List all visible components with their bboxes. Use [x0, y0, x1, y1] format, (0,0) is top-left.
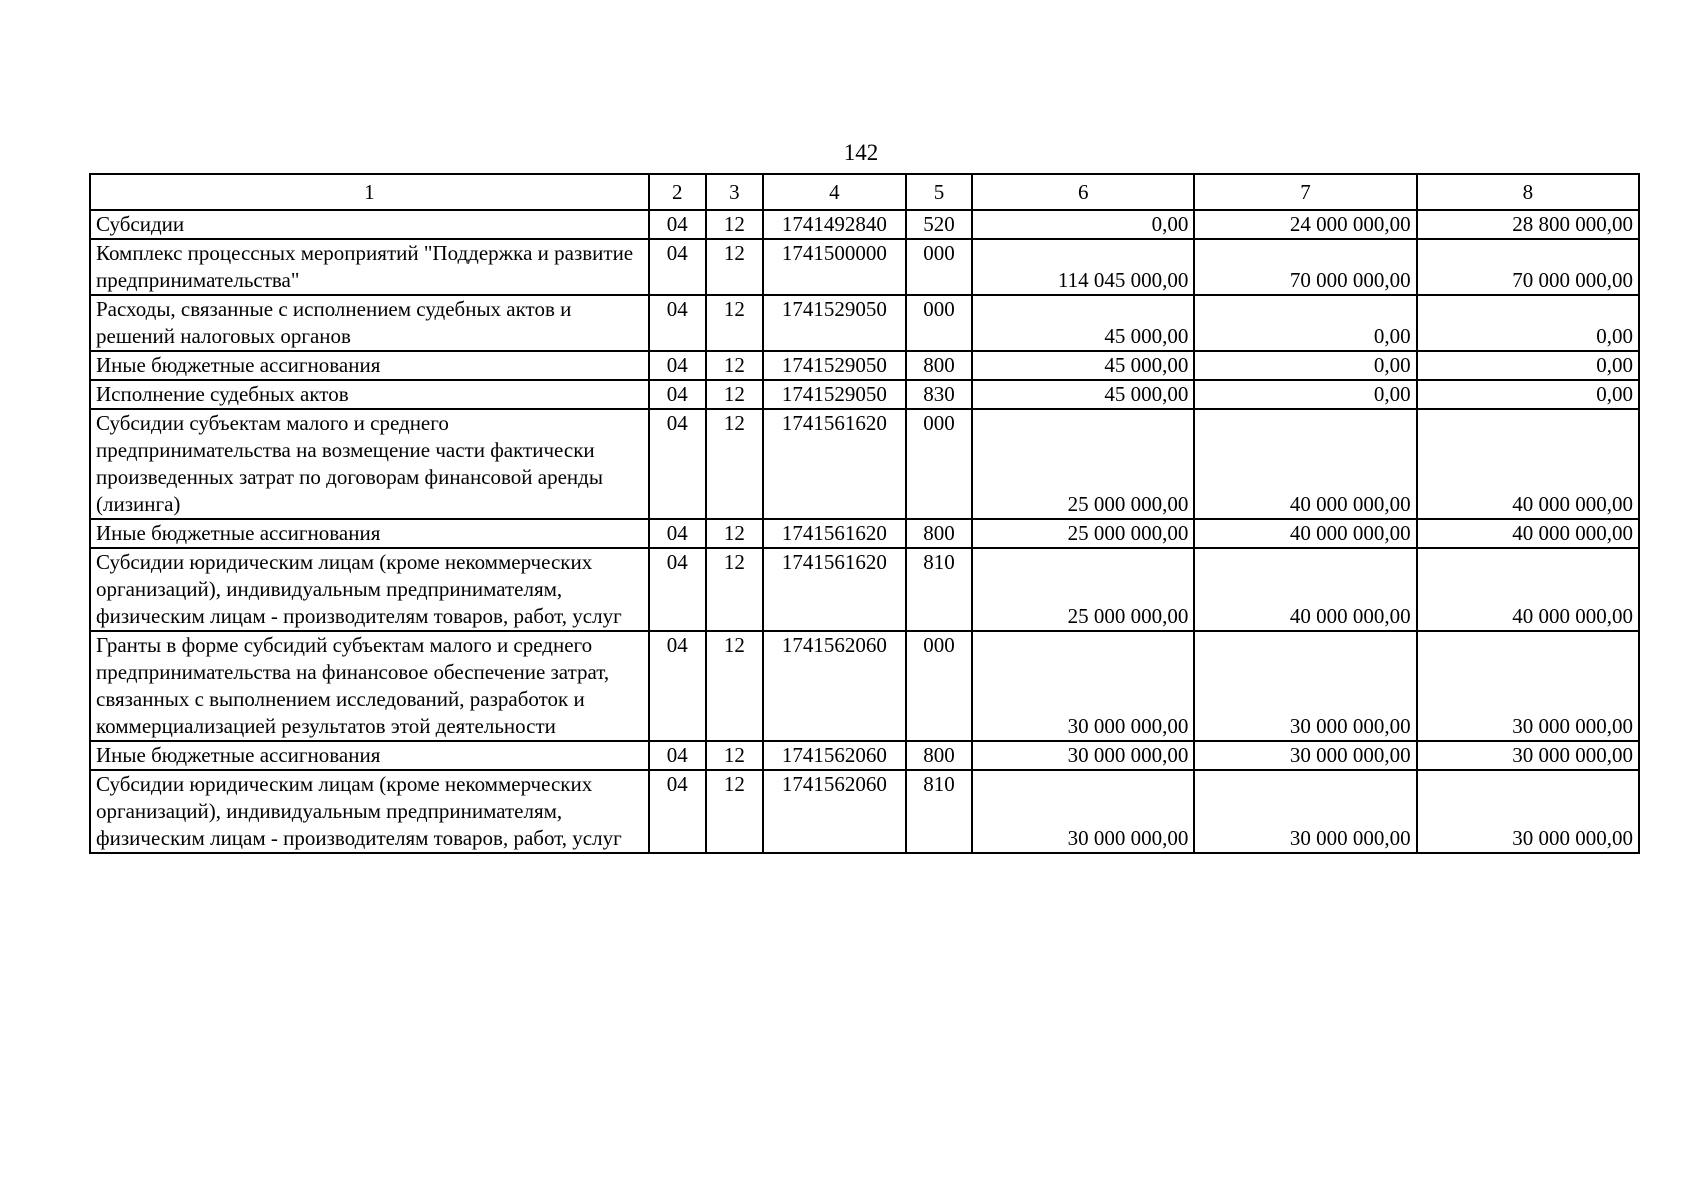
table-row [90, 548, 1639, 631]
subsection-code-cell: 12 [706, 295, 763, 351]
amount-col7-cell: 0,00 [1194, 295, 1416, 351]
expense-type-cell: 800 [906, 519, 972, 548]
subsection-code-cell: 12 [706, 741, 763, 770]
target-article-cell: 1741561620 [763, 548, 906, 631]
amount-col6-cell: 30 000 000,00 [972, 631, 1194, 741]
table-row [90, 409, 1639, 519]
amount-col8-cell: 40 000 000,00 [1417, 548, 1639, 631]
column-header-1: 1 [90, 174, 649, 210]
row-name-cell: Субсидии юридическим лицам (кроме некоммерческих организаций), индивидуальным предпринимателям, физическим лицам - производителям товаров, работ, услуг [90, 770, 649, 853]
amount-col6-cell: 25 000 000,00 [972, 519, 1194, 548]
column-header-3: 3 [706, 174, 763, 210]
amount-col8-cell: 0,00 [1417, 380, 1639, 409]
amount-col6-cell: 25 000 000,00 [972, 409, 1194, 519]
amount-col7-cell: 40 000 000,00 [1194, 519, 1416, 548]
amount-col8-cell: 28 800 000,00 [1417, 210, 1639, 239]
row-name-cell: Расходы, связанные с исполнением судебных актов и решений налоговых органов [90, 295, 649, 351]
target-article-cell: 1741529050 [763, 380, 906, 409]
amount-col7-cell: 24 000 000,00 [1194, 210, 1416, 239]
expense-type-cell: 800 [906, 351, 972, 380]
section-code-cell: 04 [649, 409, 706, 519]
section-code-cell: 04 [649, 631, 706, 741]
amount-col6-cell: 45 000,00 [972, 351, 1194, 380]
target-article-cell: 1741529050 [763, 351, 906, 380]
section-code-cell: 04 [649, 295, 706, 351]
target-article-cell: 1741492840 [763, 210, 906, 239]
table-row [90, 741, 1639, 770]
table-header-row [90, 174, 1639, 210]
row-name-cell: Субсидии юридическим лицам (кроме некоммерческих организаций), индивидуальным предпринимателям, физическим лицам - производителям товаров, работ, услуг [90, 548, 649, 631]
row-name-cell: Комплекс процессных мероприятий "Поддержка и развитие предпринимательства" [90, 239, 649, 295]
expense-type-cell: 000 [906, 295, 972, 351]
amount-col7-cell: 40 000 000,00 [1194, 548, 1416, 631]
subsection-code-cell: 12 [706, 770, 763, 853]
expense-type-cell: 000 [906, 409, 972, 519]
expense-type-cell: 000 [906, 239, 972, 295]
row-name-cell: Гранты в форме субсидий субъектам малого и среднего предпринимательства на финансовое обеспечение затрат, связанных с выполнением исследований, разработок и коммерциализацией результатов этой деятельности [90, 631, 649, 741]
column-header-4: 4 [763, 174, 906, 210]
row-name-cell: Иные бюджетные ассигнования [90, 351, 649, 380]
table-row [90, 295, 1639, 351]
section-code-cell: 04 [649, 741, 706, 770]
section-code-cell: 04 [649, 770, 706, 853]
expense-type-cell: 800 [906, 741, 972, 770]
section-code-cell: 04 [649, 519, 706, 548]
expense-type-cell: 810 [906, 548, 972, 631]
amount-col8-cell: 30 000 000,00 [1417, 631, 1639, 741]
table-row [90, 380, 1639, 409]
table-row [90, 519, 1639, 548]
target-article-cell: 1741562060 [763, 770, 906, 853]
table-row [90, 770, 1639, 853]
target-article-cell: 1741562060 [763, 631, 906, 741]
budget-table [89, 173, 1640, 854]
subsection-code-cell: 12 [706, 519, 763, 548]
amount-col7-cell: 0,00 [1194, 351, 1416, 380]
amount-col8-cell: 0,00 [1417, 295, 1639, 351]
amount-col6-cell: 45 000,00 [972, 295, 1194, 351]
amount-col6-cell: 30 000 000,00 [972, 741, 1194, 770]
page-number: 142 [843, 140, 879, 165]
column-header-5: 5 [906, 174, 972, 210]
amount-col8-cell: 40 000 000,00 [1417, 519, 1639, 548]
subsection-code-cell: 12 [706, 239, 763, 295]
target-article-cell: 1741561620 [763, 519, 906, 548]
table-row [90, 351, 1639, 380]
column-header-6: 6 [972, 174, 1194, 210]
section-code-cell: 04 [649, 210, 706, 239]
column-header-7: 7 [1194, 174, 1416, 210]
target-article-cell: 1741562060 [763, 741, 906, 770]
target-article-cell: 1741529050 [763, 295, 906, 351]
amount-col7-cell: 0,00 [1194, 380, 1416, 409]
amount-col7-cell: 30 000 000,00 [1194, 770, 1416, 853]
amount-col6-cell: 25 000 000,00 [972, 548, 1194, 631]
section-code-cell: 04 [649, 380, 706, 409]
subsection-code-cell: 12 [706, 631, 763, 741]
subsection-code-cell: 12 [706, 380, 763, 409]
subsection-code-cell: 12 [706, 210, 763, 239]
amount-col6-cell: 30 000 000,00 [972, 770, 1194, 853]
column-header-8: 8 [1417, 174, 1639, 210]
amount-col8-cell: 30 000 000,00 [1417, 741, 1639, 770]
table-row [90, 631, 1639, 741]
expense-type-cell: 810 [906, 770, 972, 853]
amount-col8-cell: 40 000 000,00 [1417, 409, 1639, 519]
row-name-cell: Иные бюджетные ассигнования [90, 519, 649, 548]
expense-type-cell: 520 [906, 210, 972, 239]
row-name-cell: Субсидии [90, 210, 649, 239]
table-row [90, 210, 1639, 239]
section-code-cell: 04 [649, 239, 706, 295]
amount-col7-cell: 30 000 000,00 [1194, 631, 1416, 741]
amount-col6-cell: 45 000,00 [972, 380, 1194, 409]
row-name-cell: Исполнение судебных актов [90, 380, 649, 409]
column-header-2: 2 [649, 174, 706, 210]
amount-col7-cell: 40 000 000,00 [1194, 409, 1416, 519]
amount-col8-cell: 30 000 000,00 [1417, 770, 1639, 853]
amount-col8-cell: 70 000 000,00 [1417, 239, 1639, 295]
amount-col6-cell: 0,00 [972, 210, 1194, 239]
amount-col7-cell: 70 000 000,00 [1194, 239, 1416, 295]
section-code-cell: 04 [649, 351, 706, 380]
table-row [90, 239, 1639, 295]
subsection-code-cell: 12 [706, 548, 763, 631]
target-article-cell: 1741561620 [763, 409, 906, 519]
amount-col8-cell: 0,00 [1417, 351, 1639, 380]
row-name-cell: Иные бюджетные ассигнования [90, 741, 649, 770]
subsection-code-cell: 12 [706, 409, 763, 519]
amount-col6-cell: 114 045 000,00 [972, 239, 1194, 295]
row-name-cell: Субсидии субъектам малого и среднего предпринимательства на возмещение части фактически произведенных затрат по договорам финансовой аренды (лизинга) [90, 409, 649, 519]
expense-type-cell: 000 [906, 631, 972, 741]
expense-type-cell: 830 [906, 380, 972, 409]
section-code-cell: 04 [649, 548, 706, 631]
subsection-code-cell: 12 [706, 351, 763, 380]
target-article-cell: 1741500000 [763, 239, 906, 295]
amount-col7-cell: 30 000 000,00 [1194, 741, 1416, 770]
